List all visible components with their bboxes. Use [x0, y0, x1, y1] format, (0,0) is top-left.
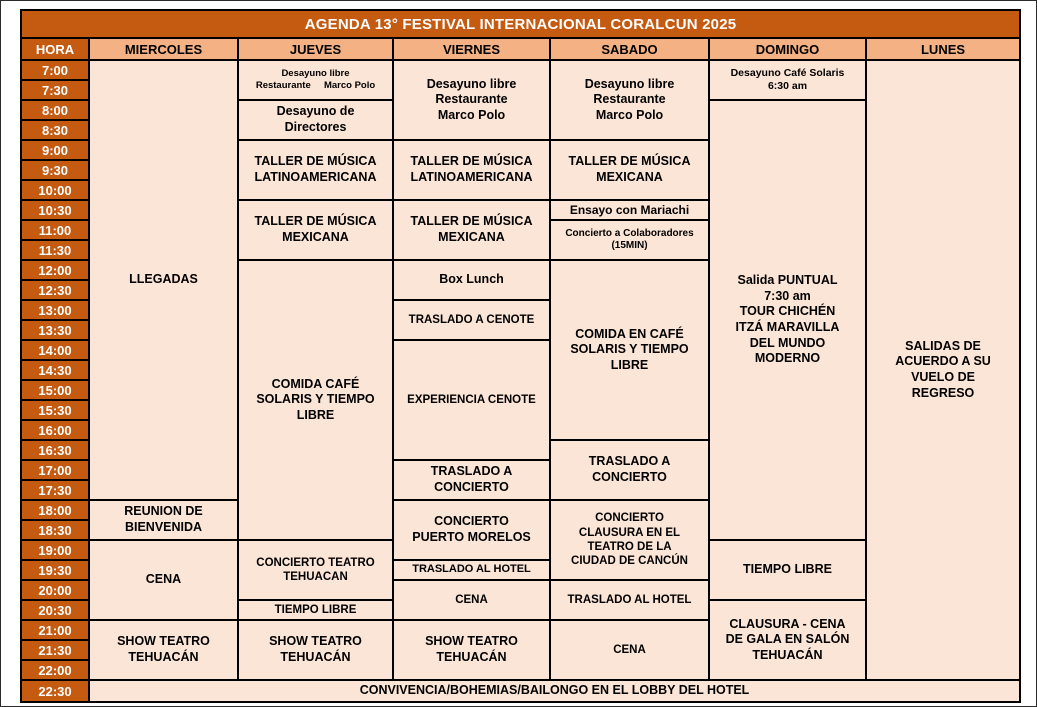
event-cell: TIEMPO LIBRE [709, 540, 866, 600]
event-cell: CENA [89, 540, 238, 620]
time-cell: 13:00 [21, 300, 89, 320]
time-cell: 8:30 [21, 120, 89, 140]
time-cell: 9:00 [21, 140, 89, 160]
time-cell: 8:00 [21, 100, 89, 120]
time-cell: 10:00 [21, 180, 89, 200]
event-cell: Desayuno libre Restaurante Marco Polo [393, 60, 550, 140]
event-cell: SALIDAS DE ACUERDO A SU VUELO DE REGRESO [866, 60, 1020, 680]
event-cell: CLAUSURA - CENA DE GALA EN SALÓN TEHUACÁN [709, 600, 866, 680]
event-cell: TALLER DE MÚSICA MEXICANA [393, 200, 550, 260]
event-cell: CONCIERTO TEATRO TEHUACAN [238, 540, 393, 600]
bottom-label-cell: CONVIVENCIA/BOHEMIAS/BAILONGO EN EL LOBBY DEL HOTEL [89, 680, 1020, 702]
event-cell: TIEMPO LIBRE [238, 600, 393, 620]
time-cell: 19:30 [21, 560, 89, 580]
time-cell: 16:00 [21, 420, 89, 440]
time-cell: 14:00 [21, 340, 89, 360]
event-cell: Salida PUNTUAL 7:30 am TOUR CHICHÉN ITZÁ MARAVILLA DEL MUNDO MODERNO [709, 100, 866, 540]
time-cell: 21:30 [21, 640, 89, 660]
event-cell: TALLER DE MÚSICA LATINOAMERICANA [238, 140, 393, 200]
event-cell: Desayuno de Directores [238, 100, 393, 140]
time-cell: 11:00 [21, 220, 89, 240]
event-cell: EXPERIENCIA CENOTE [393, 340, 550, 460]
title-row [21, 10, 1020, 38]
time-cell: 21:00 [21, 620, 89, 640]
event-cell: CENA [393, 580, 550, 620]
day-header-miercoles: MIERCOLES [89, 38, 238, 60]
time-cell: 17:00 [21, 460, 89, 480]
time-cell: 18:00 [21, 500, 89, 520]
event-cell: Box Lunch [393, 260, 550, 300]
event-cell: LLEGADAS [89, 60, 238, 500]
day-header-domingo: DOMINGO [709, 38, 866, 60]
time-cell: 22:30 [21, 680, 89, 702]
time-cell: 7:00 [21, 60, 89, 80]
event-cell: Desayuno Café Solaris 6:30 am [709, 60, 866, 100]
header-row [21, 38, 1020, 60]
event-cell: COMIDA CAFÉ SOLARIS Y TIEMPO LIBRE [238, 260, 393, 540]
event-cell: SHOW TEATRO TEHUACÁN [393, 620, 550, 680]
event-cell: Ensayo con Mariachi [550, 200, 709, 220]
event-cell: TRASLADO AL HOTEL [393, 560, 550, 580]
agenda-table [20, 9, 1021, 703]
time-cell: 15:30 [21, 400, 89, 420]
agenda-body [21, 10, 1020, 702]
hora-header: HORA [21, 38, 89, 60]
time-row [21, 60, 1020, 80]
event-cell: CENA [550, 620, 709, 680]
time-cell: 12:00 [21, 260, 89, 280]
day-header-lunes: LUNES [866, 38, 1020, 60]
time-cell: 22:00 [21, 660, 89, 680]
time-cell: 13:30 [21, 320, 89, 340]
event-cell: TALLER DE MÚSICA MEXICANA [550, 140, 709, 200]
event-cell: Desayuno libre Restaurante Marco Polo [550, 60, 709, 140]
event-cell: TALLER DE MÚSICA LATINOAMERICANA [393, 140, 550, 200]
event-cell: REUNION DE BIENVENIDA [89, 500, 238, 540]
bottom-row [21, 680, 1020, 702]
time-cell: 12:30 [21, 280, 89, 300]
time-cell: 9:30 [21, 160, 89, 180]
time-cell: 19:00 [21, 540, 89, 560]
event-cell: TALLER DE MÚSICA MEXICANA [238, 200, 393, 260]
time-cell: 15:00 [21, 380, 89, 400]
event-cell: SHOW TEATRO TEHUACÁN [238, 620, 393, 680]
time-cell: 11:30 [21, 240, 89, 260]
event-cell: CONCIERTO CLAUSURA EN EL TEATRO DE LA CIUDAD DE CANCÚN [550, 500, 709, 580]
event-cell: Desayuno libre Restaurante Marco Polo [238, 60, 393, 100]
event-cell: TRASLADO A CONCIERTO [550, 440, 709, 500]
time-cell: 20:30 [21, 600, 89, 620]
time-cell: 7:30 [21, 80, 89, 100]
time-cell: 10:30 [21, 200, 89, 220]
day-header-sabado: SABADO [550, 38, 709, 60]
agenda-title: AGENDA 13° FESTIVAL INTERNACIONAL CORALCUN 2025 [21, 10, 1020, 38]
time-cell: 16:30 [21, 440, 89, 460]
time-cell: 17:30 [21, 480, 89, 500]
event-cell: TRASLADO A CENOTE [393, 300, 550, 340]
event-cell: TRASLADO AL HOTEL [550, 580, 709, 620]
time-cell: 14:30 [21, 360, 89, 380]
event-cell: COMIDA EN CAFÉ SOLARIS Y TIEMPO LIBRE [550, 260, 709, 440]
time-cell: 20:00 [21, 580, 89, 600]
event-cell: CONCIERTO PUERTO MORELOS [393, 500, 550, 560]
day-header-jueves: JUEVES [238, 38, 393, 60]
day-header-viernes: VIERNES [393, 38, 550, 60]
event-cell: SHOW TEATRO TEHUACÁN [89, 620, 238, 680]
time-cell: 18:30 [21, 520, 89, 540]
event-cell: Concierto a Colaboradores (15MIN) [550, 220, 709, 260]
event-cell: TRASLADO A CONCIERTO [393, 460, 550, 500]
